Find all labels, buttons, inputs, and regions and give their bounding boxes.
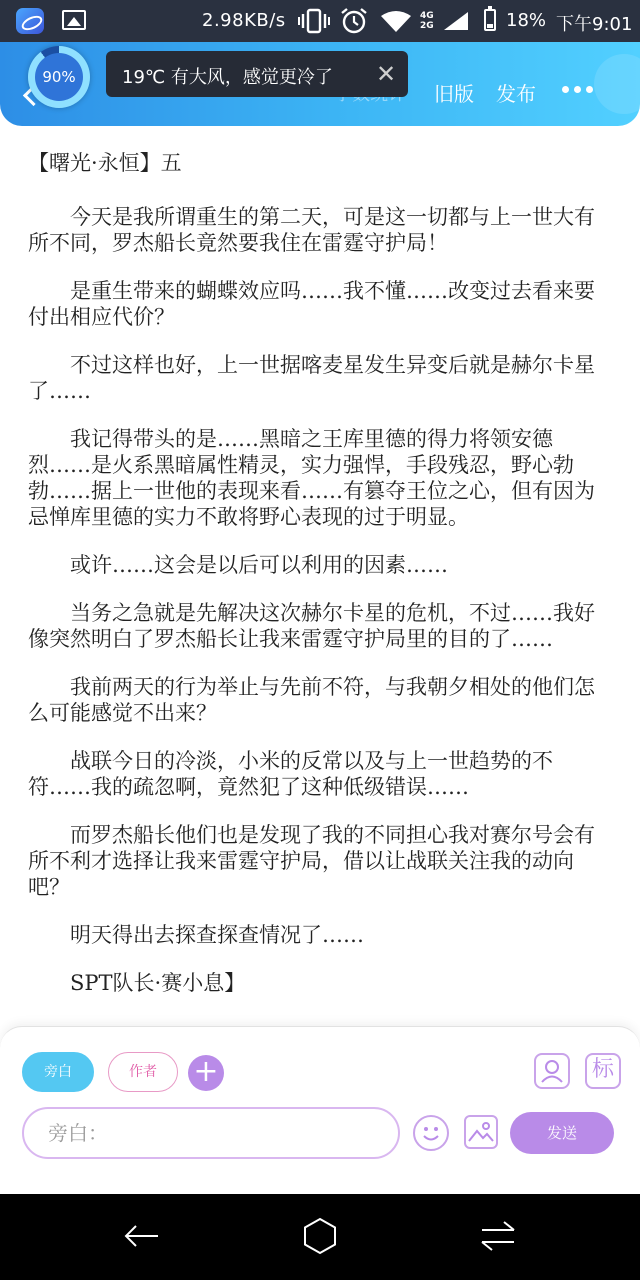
progress-ring: [28, 46, 90, 108]
signal-icon: [442, 10, 470, 32]
smile-icon: [415, 1117, 447, 1149]
battery-icon: [484, 9, 496, 31]
system-nav-bar: [0, 1194, 640, 1280]
status-bar: [0, 0, 640, 42]
author-chip[interactable]: 作者: [108, 1052, 178, 1092]
paragraph: 不过这样也好，上一世据喀麦星发生异变后就是赫尔卡星了……: [28, 353, 595, 403]
paragraph: 当务之急就是先解决这次赫尔卡星的危机，不过……我好像突然明白了罗杰船长让我来雷霆守护局里的目的了……: [28, 601, 595, 651]
image-icon[interactable]: [464, 1115, 498, 1149]
vibrate-icon: [298, 8, 330, 34]
gallery-icon: [62, 10, 86, 30]
story-content: [28, 146, 614, 1026]
send-button[interactable]: 发送: [510, 1112, 614, 1154]
more-icon[interactable]: [562, 86, 598, 96]
picture-icon: [466, 1117, 496, 1147]
alarm-icon: [340, 7, 368, 35]
add-role-button[interactable]: +: [188, 1055, 224, 1091]
wifi-icon: [380, 10, 412, 34]
story-title: 【曙光·永恒】五: [28, 151, 182, 175]
editor-header: [0, 42, 640, 126]
home-icon[interactable]: [300, 1216, 340, 1256]
decorative-bubble: [594, 54, 640, 114]
clock: 下午9:01: [556, 14, 633, 35]
compose-panel: [0, 1026, 640, 1195]
paragraph: 而罗杰船长他们也是发现了我的不同担心我对赛尔号会有所不利才选择让我来雷霆守护局，借以让战联关注我的动向吧？: [28, 823, 595, 899]
close-icon[interactable]: ✕: [375, 60, 397, 88]
recents-icon[interactable]: [478, 1218, 518, 1254]
publish-button[interactable]: 发布: [496, 82, 536, 106]
paragraph: 明天得出去探查探查情况了……: [70, 923, 364, 947]
message-input[interactable]: [22, 1107, 400, 1159]
paragraph: 战联今日的冷淡，小米的反常以及与上一世趋势的不符……我的疏忽啊，竟然犯了这种低级错误……: [28, 749, 553, 799]
weather-toast: [106, 51, 408, 97]
app-icon: [16, 8, 44, 34]
back-arrow-icon[interactable]: [122, 1220, 162, 1252]
paragraph: 今天是我所谓重生的第二天，可是这一切都与上一世大有所不同，罗杰船长竟然要我住在雷霆守护局！: [28, 205, 595, 255]
old-version-link[interactable]: 旧版: [434, 82, 474, 106]
paragraph: 或许……这会是以后可以利用的因素……: [70, 553, 448, 577]
paragraph: 我前两天的行为举止与先前不符，与我朝夕相处的他们怎么可能感觉不出来？: [28, 675, 595, 725]
emoji-icon[interactable]: [413, 1115, 449, 1151]
narrator-chip[interactable]: 旁白: [22, 1052, 94, 1092]
paragraph: 我记得带头的是……黑暗之王库里德的得力将领安德烈……是火系黑暗属性精灵，实力强悍，手段残忍，野心勃勃……据上一世他的表现来看……有篡夺王位之心，但有因为忌惮库里德的实力不敢将野心表现的过于明显。: [28, 427, 595, 529]
contact-icon[interactable]: [534, 1053, 570, 1089]
network-type: 4G 2G: [420, 11, 434, 31]
paragraph: 是重生带来的蝴蝶效应吗……我不懂……改变过去看来要付出相应代价？: [28, 279, 595, 329]
tag-button[interactable]: 标: [585, 1053, 621, 1089]
progress-label: 90%: [35, 53, 83, 101]
paragraph: SPT队长·赛小息】: [70, 971, 246, 995]
weather-text: 19℃ 有大风，感觉更冷了: [122, 67, 333, 88]
person-icon: [536, 1055, 568, 1087]
battery-level: 18%: [506, 10, 547, 31]
network-speed: 2.98KB/s: [202, 10, 286, 31]
